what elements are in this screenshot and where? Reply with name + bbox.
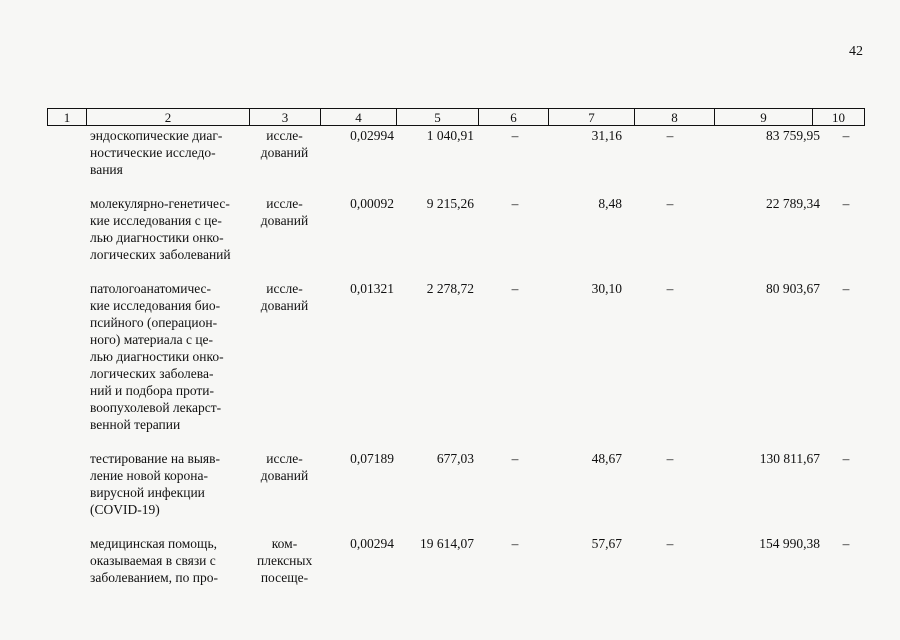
column-number-header [47, 108, 865, 126]
value-col-6: – [511, 196, 519, 211]
value-col-5: 19 614,07 [420, 536, 474, 551]
value-col-5: 1 040,91 [426, 128, 474, 143]
column-number: 4 [321, 109, 397, 125]
value-col-9: 83 759,95 [766, 128, 820, 143]
value-col-9: 154 990,38 [759, 536, 820, 551]
value-col-7: 31,16 [591, 128, 622, 143]
value-col-9: 22 789,34 [766, 196, 820, 211]
value-col-6: – [511, 536, 519, 551]
value-col-7: 57,67 [591, 536, 622, 551]
page-number: 42 [849, 44, 863, 59]
value-col-8: – [666, 281, 674, 296]
column-number: 3 [250, 109, 321, 125]
value-col-4: 0,07189 [350, 451, 394, 466]
service-name: молекулярно-генетичес- кие исследования с це- лью диагностики онко- логических заболеваний [90, 196, 231, 262]
value-col-7: 8,48 [598, 196, 622, 211]
service-name: тестирование на выяв- ление новой корона- вирусной инфекции (COVID-19) [90, 451, 220, 517]
service-name: медицинская помощь, оказываемая в связи с заболеванием, по про- [90, 536, 218, 585]
value-col-4: 0,00092 [350, 196, 394, 211]
value-col-5: 9 215,26 [426, 196, 474, 211]
unit-of-measure: иссле- дований [260, 196, 309, 228]
column-number: 6 [479, 109, 549, 125]
column-number: 9 [715, 109, 813, 125]
column-number: 7 [549, 109, 635, 125]
service-name: эндоскопические диаг- ностические исследо- вания [90, 128, 223, 177]
unit-of-measure: иссле- дований [260, 451, 309, 483]
column-number: 8 [635, 109, 715, 125]
value-col-10: – [842, 128, 850, 143]
value-col-7: 30,10 [591, 281, 622, 296]
value-col-9: 80 903,67 [766, 281, 820, 296]
value-col-7: 48,67 [591, 451, 622, 466]
value-col-8: – [666, 536, 674, 551]
unit-of-measure: ком- плексных посеще- [257, 536, 313, 585]
value-col-9: 130 811,67 [759, 451, 820, 466]
unit-of-measure: иссле- дований [260, 128, 309, 160]
value-col-8: – [666, 196, 674, 211]
service-name: патологоанатомичес- кие исследования био- псийного (операцион- ного) материала с це- лью диагностики онко- логических заболева- ний и подбора проти- воопухолевой лекарст- венной терапии [90, 281, 224, 432]
value-col-6: – [511, 128, 519, 143]
value-col-5: 2 278,72 [426, 281, 474, 296]
value-col-6: – [511, 281, 519, 296]
value-col-4: 0,00294 [350, 536, 394, 551]
value-col-10: – [842, 196, 850, 211]
value-col-10: – [842, 281, 850, 296]
column-number: 5 [397, 109, 479, 125]
value-col-4: 0,02994 [350, 128, 394, 143]
value-col-5: 677,03 [436, 451, 474, 466]
value-col-4: 0,01321 [350, 281, 394, 296]
value-col-10: – [842, 451, 850, 466]
column-number: 2 [87, 109, 250, 125]
value-col-8: – [666, 128, 674, 143]
value-col-8: – [666, 451, 674, 466]
unit-of-measure: иссле- дований [260, 281, 309, 313]
value-col-6: – [511, 451, 519, 466]
column-number: 1 [48, 109, 87, 125]
value-col-10: – [842, 536, 850, 551]
column-number: 10 [832, 110, 845, 125]
